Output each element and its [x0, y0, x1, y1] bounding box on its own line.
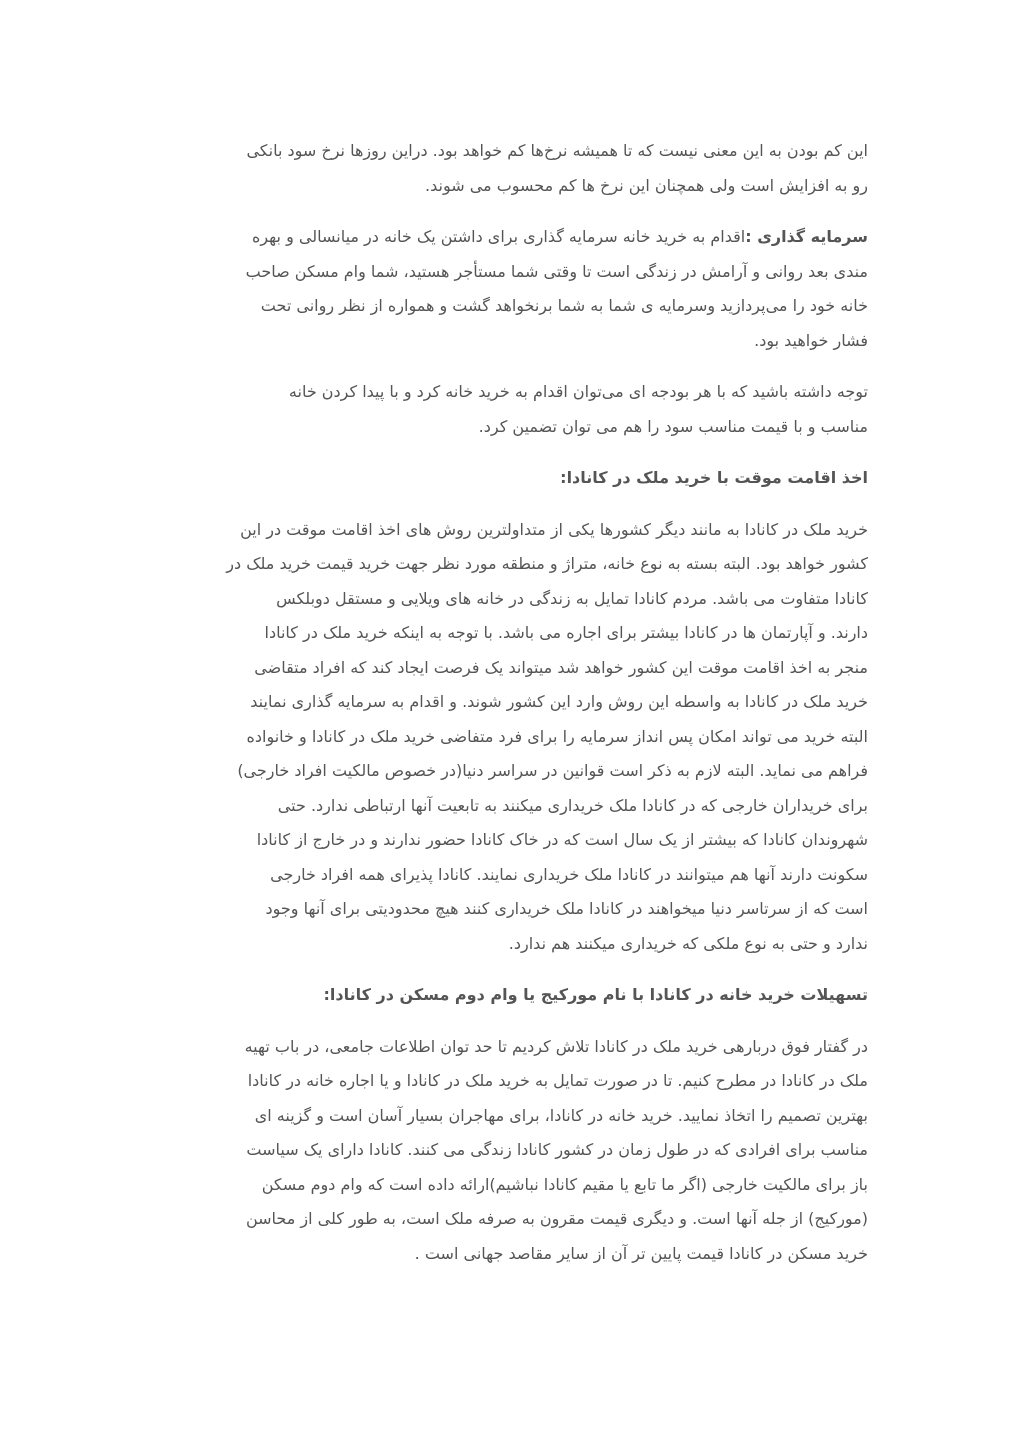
paragraph-budget: توجه داشته باشید که با هر بودجه ای می‌توان اقدام به خرید خانه کرد و با پیدا کردن خانه مناسب و با قیمت مناسب سود را هم می توان تضمین کرد.: [288, 382, 868, 436]
heading-temporary-residence: اخذ اقامت موقت با خرید ملک در کانادا:: [560, 468, 868, 487]
heading-mortgage: تسهیلات خرید خانه در کانادا با نام مورکیج یا وام دوم مسکن در کانادا:: [323, 985, 868, 1004]
document-body: [150, 134, 868, 1288]
paragraph-investment: [150, 220, 868, 358]
paragraph-mortgage: در گفتار فوق دربارهی خرید ملک در کانادا تلاش کردیم تا حد توان اطلاعات جامعی، در باب تهیه ملک در کانادا در مطرح کنیم. تا در صورت تمایل به خرید ملک در کانادا و یا اجاره خانه در کانادا بهترین تصمیم را اتخاذ نمایید. خرید خانه در کانادا، برای مهاجران بسیار آسان است و گزینه ای مناسب برای افرادی که در طول زمان در کشور کانادا زندگی می کنند. کانادا دارای یک سیاست باز برای مالکیت خارجی (اگر ما تابع یا مقیم کانادا نباشیم)ارائه داده است که وام دوم مسکن (مورکیج) از جله آنها است. و دیگری قیمت مقرون به صرفه ملک است، به طور کلی از محاسن خرید مسکن در کانادا قیمت پایین تر آن از سایر مقاصد جهانی است .: [244, 1036, 868, 1263]
investment-label: سرمایه گذاری :: [745, 227, 868, 246]
paragraph-interest-rates: این کم بودن به این معنی نیست که تا همیشه نرخ‌ها کم خواهد بود. دراین روزها نرخ سود بانکی رو به افزایش است ولی همچنان این نرخ ها کم محسوب می شوند.: [246, 141, 868, 195]
investment-text: اقدام به خرید خانه سرمایه گذاری برای داشتن یک خانه در میانسالی و بهره مندی بعد روانی و آرامش در زندگی است تا وقتی شما مستأجر هستید، شما وام مسکن صاحب خانه خود را می‌پردازید وسرمایه ی شما به شما برنخواهد گشت و همواره از نظر روانی تحت فشار خواهید بود.: [245, 227, 868, 350]
paragraph-residence: خرید ملک در کانادا به مانند دیگر کشورها یکی از متداولترین روش های اخذ اقامت موقت در این کشور خواهد بود. البته بسته به نوع خانه، متراژ و منطقه مورد نظر جهت خرید قیمت خرید ملک در کانادا متفاوت می باشد. مردم کانادا تمایل به زندگی در خانه های ویلایی و مستقل دوبلکس دارند. و آپارتمان ها در کانادا بیشتر برای اجاره می باشد. با توجه به اینکه خرید ملک در کانادا منجر به اخذ اقامت موقت این کشور خواهد شد میتواند یک فرصت ایجاد کند که افراد متقاضی خرید ملک در کانادا به واسطه این روش وارد این کشور شوند. و اقدام به سرمایه گذاری نمایند البته خرید می تواند امکان پس انداز سرمایه را برای فرد متفاضی خرید ملک در کانادا و خانواده فراهم می نماید. البته لازم به ذکر است قوانین در سراسر دنیا(در خصوص مالکیت افراد خارجی) برای خریداران خارجی که در کانادا ملک خریداری میکنند به تابعیت آنها ارتباطی ندارد. حتی شهروندان کانادا که بیشتر از یک سال است که در خاک کانادا حضور ندارند و در خارج از کانادا سکونت دارند آنها هم میتوانند در کانادا ملک خریداری نمایند. کانادا پذیرای همه افراد خارجی است که از سرتاسر دنیا میخواهند در کانادا ملک خریداری کنند هیچ محدودیتی برای آنها وجود ندارد و حتی به نوع ملکی که خریداری میکنند هم ندارد.: [226, 519, 868, 953]
